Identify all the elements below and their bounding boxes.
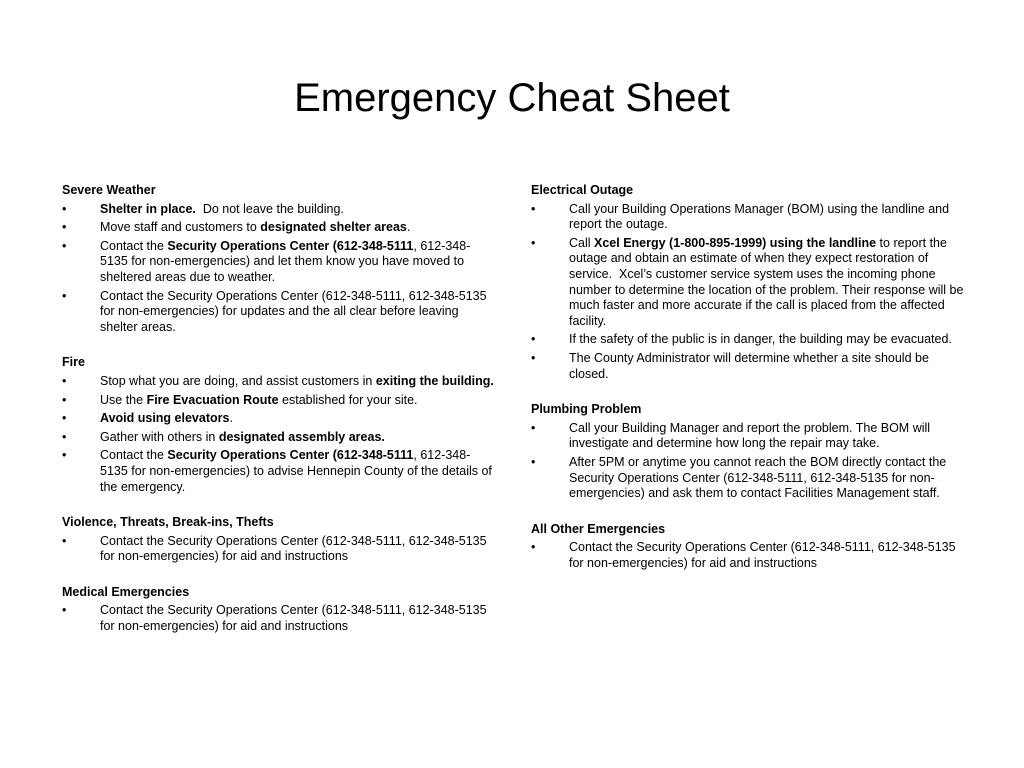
item-text: Move staff and customers to [100, 220, 261, 235]
bullet-icon: • [62, 373, 67, 388]
list-item [531, 455, 966, 502]
list-item [62, 603, 497, 634]
left-column [62, 183, 497, 655]
list-item [62, 393, 497, 409]
list-item [531, 351, 966, 382]
item-text: Use the [100, 392, 147, 407]
item-bold-text: Avoid using elevators [100, 411, 230, 426]
section-fire [62, 355, 497, 495]
item-bold-text: designated shelter areas [260, 220, 407, 235]
item-bold-text: Security Operations Center (612-348-5111 [167, 448, 414, 463]
bullet-list [62, 374, 497, 495]
item-text: Do not leave the building. [195, 201, 344, 216]
bullet-icon: • [531, 235, 536, 250]
list-item [62, 411, 497, 427]
bullet-icon: • [62, 429, 67, 444]
bullet-icon: • [531, 540, 536, 555]
bullet-icon: • [62, 288, 67, 303]
section-heading: Medical Emergencies [62, 584, 190, 599]
right-column [531, 183, 966, 591]
list-item [531, 540, 966, 571]
item-text: Contact the Security Operations Center (612-348-5111, 612-348-5135 for non-emergencies) for aid and instructions [100, 603, 487, 634]
list-item [62, 534, 497, 565]
bullet-list [531, 540, 966, 571]
item-text: Stop what you are doing, and assist customers in [100, 373, 376, 388]
item-text: Call [569, 235, 595, 250]
bullet-icon: • [531, 332, 536, 347]
item-text: Gather with others in [100, 429, 219, 444]
bullet-icon: • [62, 411, 67, 426]
list-item [531, 332, 966, 348]
item-text: . [229, 411, 233, 426]
list-item [62, 202, 497, 218]
bullet-icon: • [62, 533, 67, 548]
item-text: Contact the Security Operations Center (612-348-5111, 612-348-5135 for non-emergencies) for aid and instructions [569, 540, 956, 570]
section-heading: Plumbing Problem [531, 402, 642, 417]
bullet-icon: • [531, 201, 536, 216]
list-item [531, 202, 966, 233]
bullet-list [531, 202, 966, 383]
bullet-list [62, 603, 497, 634]
page-title: Emergency Cheat Sheet [294, 76, 730, 120]
item-bold-text: designated assembly areas. [218, 429, 385, 444]
section-heading: Electrical Outage [531, 183, 634, 197]
section-medical [62, 585, 497, 635]
item-text: If the safety of the public is in danger, the building may be evacuated. [569, 332, 952, 347]
section-violence [62, 515, 497, 565]
bullet-icon: • [62, 220, 67, 235]
section-heading: Severe Weather [62, 183, 156, 197]
bullet-icon: • [531, 454, 536, 469]
item-text: The County Administrator will determine whether a site should be closed. [569, 350, 929, 381]
item-text: Call your Building Operations Manager (BOM) using the landline and report the outage. [569, 201, 950, 232]
list-item [62, 289, 497, 336]
list-item [62, 220, 497, 236]
item-text: to report the outage and obtain an estimate of when they expect restoration of service. Xcel’s customer service system uses the incoming phone number to determine the location of the problem. Their response will be much faster and more accurate if the call is placed from the affected facility. [569, 235, 967, 328]
item-text: Contact the [100, 448, 168, 463]
bullet-icon: • [62, 238, 67, 253]
bullet-list [62, 202, 497, 336]
item-text: Contact the [100, 238, 168, 253]
item-text: Contact the Security Operations Center (612-348-5111, 612-348-5135 for non-emergencies) for updates and the all clear before leaving shelter areas. [100, 288, 487, 334]
list-item [62, 239, 497, 286]
list-item [531, 236, 966, 330]
section-all-other-emergencies [531, 522, 966, 572]
item-bold-text: Security Operations Center (612-348-5111 [167, 238, 414, 253]
item-text: After 5PM or anytime you cannot reach the BOM directly contact the Security Operations Center (612-348-5111, 612-348-5135 for non-emergencies) and ask them to contact Facilities Management staff. [569, 454, 947, 501]
item-text: , 612-348-5135 for non-emergencies) and let them know you have moved to sheltered areas due to weather. [100, 238, 471, 284]
item-text: , 612-348-5135 for non-emergencies) to advise Hennepin County of the details of the emergency. [100, 448, 492, 494]
bullet-icon: • [62, 392, 67, 407]
list-item [62, 448, 497, 495]
section-heading: Violence, Threats, Break-ins, Thefts [62, 515, 274, 530]
bullet-icon: • [62, 603, 67, 618]
bullet-list [531, 421, 966, 502]
bullet-icon: • [62, 448, 67, 463]
bullet-list [62, 534, 497, 565]
section-heading: Fire [62, 355, 85, 370]
item-bold-text: Shelter in place. [100, 201, 196, 216]
item-text: . [406, 220, 411, 235]
bullet-icon: • [62, 201, 67, 216]
item-text: established for your site. [278, 392, 418, 407]
bullet-icon: • [531, 350, 536, 365]
list-item [62, 430, 497, 446]
item-bold-text: Xcel Energy (1-800-895-1999) using the landline [594, 235, 877, 250]
section-electrical-outage [531, 183, 966, 382]
list-item [62, 374, 497, 390]
item-bold-text: Fire Evacuation Route [146, 392, 279, 407]
section-heading: All Other Emergencies [531, 521, 666, 536]
list-item [531, 421, 966, 452]
item-text: Contact the Security Operations Center (612-348-5111, 612-348-5135 for non-emergencies) for aid and instructions [100, 533, 487, 564]
bullet-icon: • [531, 420, 536, 435]
section-severe-weather [62, 183, 497, 335]
item-text: Call your Building Manager and report the problem. The BOM will investigate and determine how long the repair may take. [569, 420, 931, 451]
section-plumbing-problem [531, 402, 966, 502]
item-bold-text: exiting the building. [375, 373, 494, 388]
